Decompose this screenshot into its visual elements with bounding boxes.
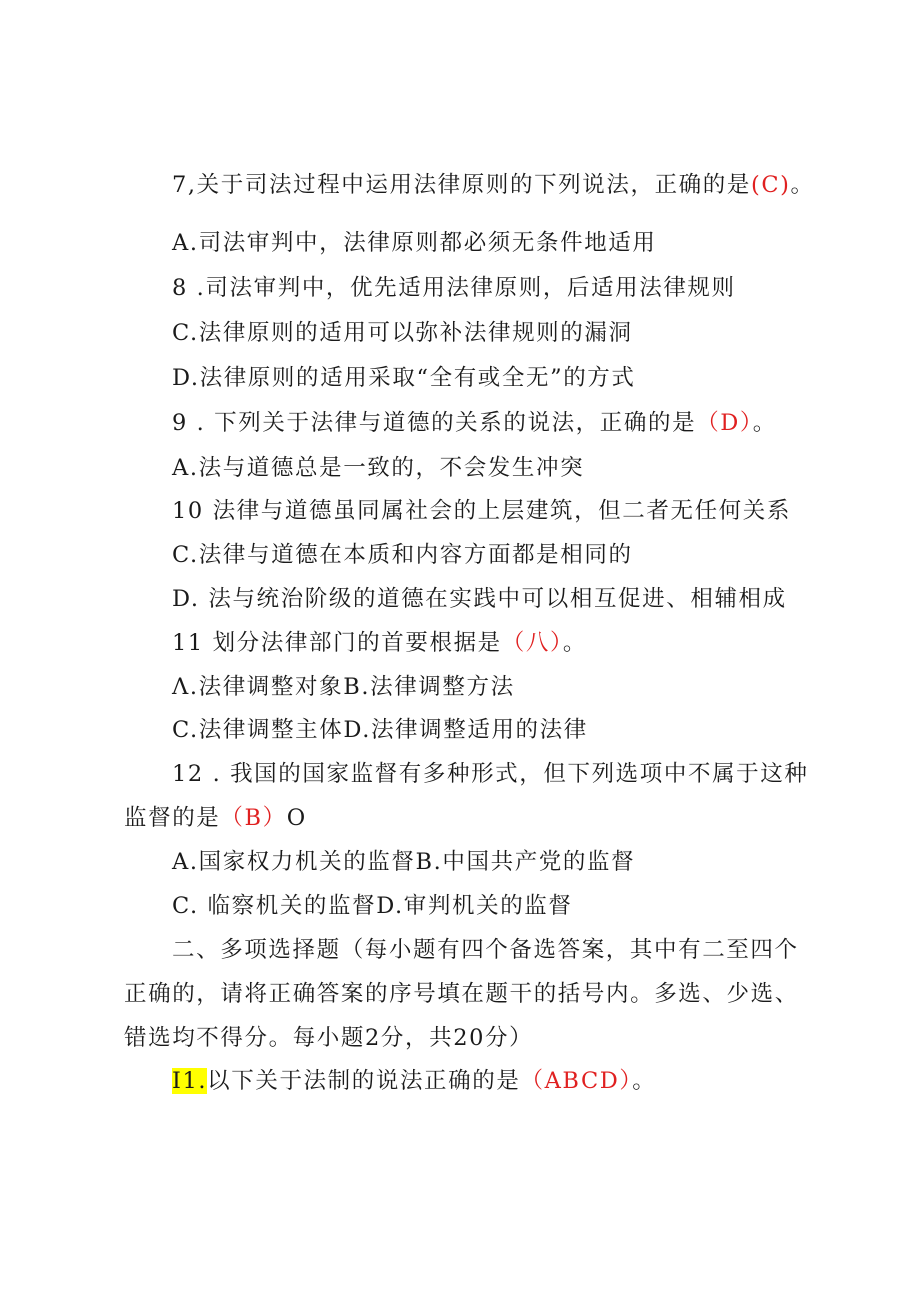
- answer-12: （B）: [220, 805, 287, 831]
- section-2-instructions-2: 错选均不得分。每小题2分，共20分）: [124, 1025, 534, 1051]
- question-12: 12 . 我国的国家监督有多种形式，但下列选项中不属于这种: [172, 761, 809, 787]
- option-11cd: C.法律调整主体D.法律调整适用的法律: [172, 717, 588, 743]
- option-9c: C.法律与道德在本质和内容方面都是相同的: [172, 542, 633, 568]
- answer-m1: （ABCD）: [520, 1068, 633, 1094]
- section-2-heading: 二、多项选择题（每小题有四个备选答案，其中有二至四个: [172, 937, 799, 963]
- option-9b: 10 法律与道德虽同属社会的上层建筑，但二者无任何关系: [172, 498, 791, 524]
- answer-9: （D）: [696, 410, 753, 436]
- question-m1: I1.以下关于法制的说法正确的是（ABCD）。: [172, 1068, 657, 1094]
- answer-7: (C): [750, 172, 791, 198]
- question-12-cont: 监督的是（B）O: [124, 805, 307, 831]
- option-9d: D. 法与统治阶级的道德在实践中可以相互促进、相辅相成: [172, 586, 787, 612]
- answer-11: （八）: [501, 630, 563, 656]
- question-9: 9 . 下列关于法律与道德的关系的说法，正确的是（D）。: [172, 410, 777, 436]
- option-11ab: Λ.法律调整对象B.法律调整方法: [172, 674, 515, 700]
- option-12cd: C. 临察机关的监督D.审判机关的监督: [172, 893, 573, 919]
- section-2-instructions-1: 正确的，请将正确答案的序号填在题干的括号内。多选、少选、: [124, 981, 799, 1007]
- option-7d: D.法律原则的适用采取“全有或全无”的方式: [172, 365, 636, 391]
- option-7a: A.司法审判中，法律原则都必须无条件地适用: [172, 230, 657, 256]
- option-7c: C.法律原则的适用可以弥补法律规则的漏洞: [172, 320, 633, 346]
- option-9a: A.法与道德总是一致的，不会发生冲突: [172, 455, 585, 481]
- option-7b: 8 .司法审判中，优先适用法律原则，后适用法律规则: [172, 275, 736, 301]
- highlight-mark: I1.: [172, 1068, 208, 1094]
- question-11: 11 划分法律部门的首要根据是（八）。: [172, 630, 587, 656]
- question-7: 7,关于司法过程中运用法律原则的下列说法，正确的是(C)。: [172, 172, 815, 198]
- option-12ab: A.国家权力机关的监督B.中国共产党的监督: [172, 849, 636, 875]
